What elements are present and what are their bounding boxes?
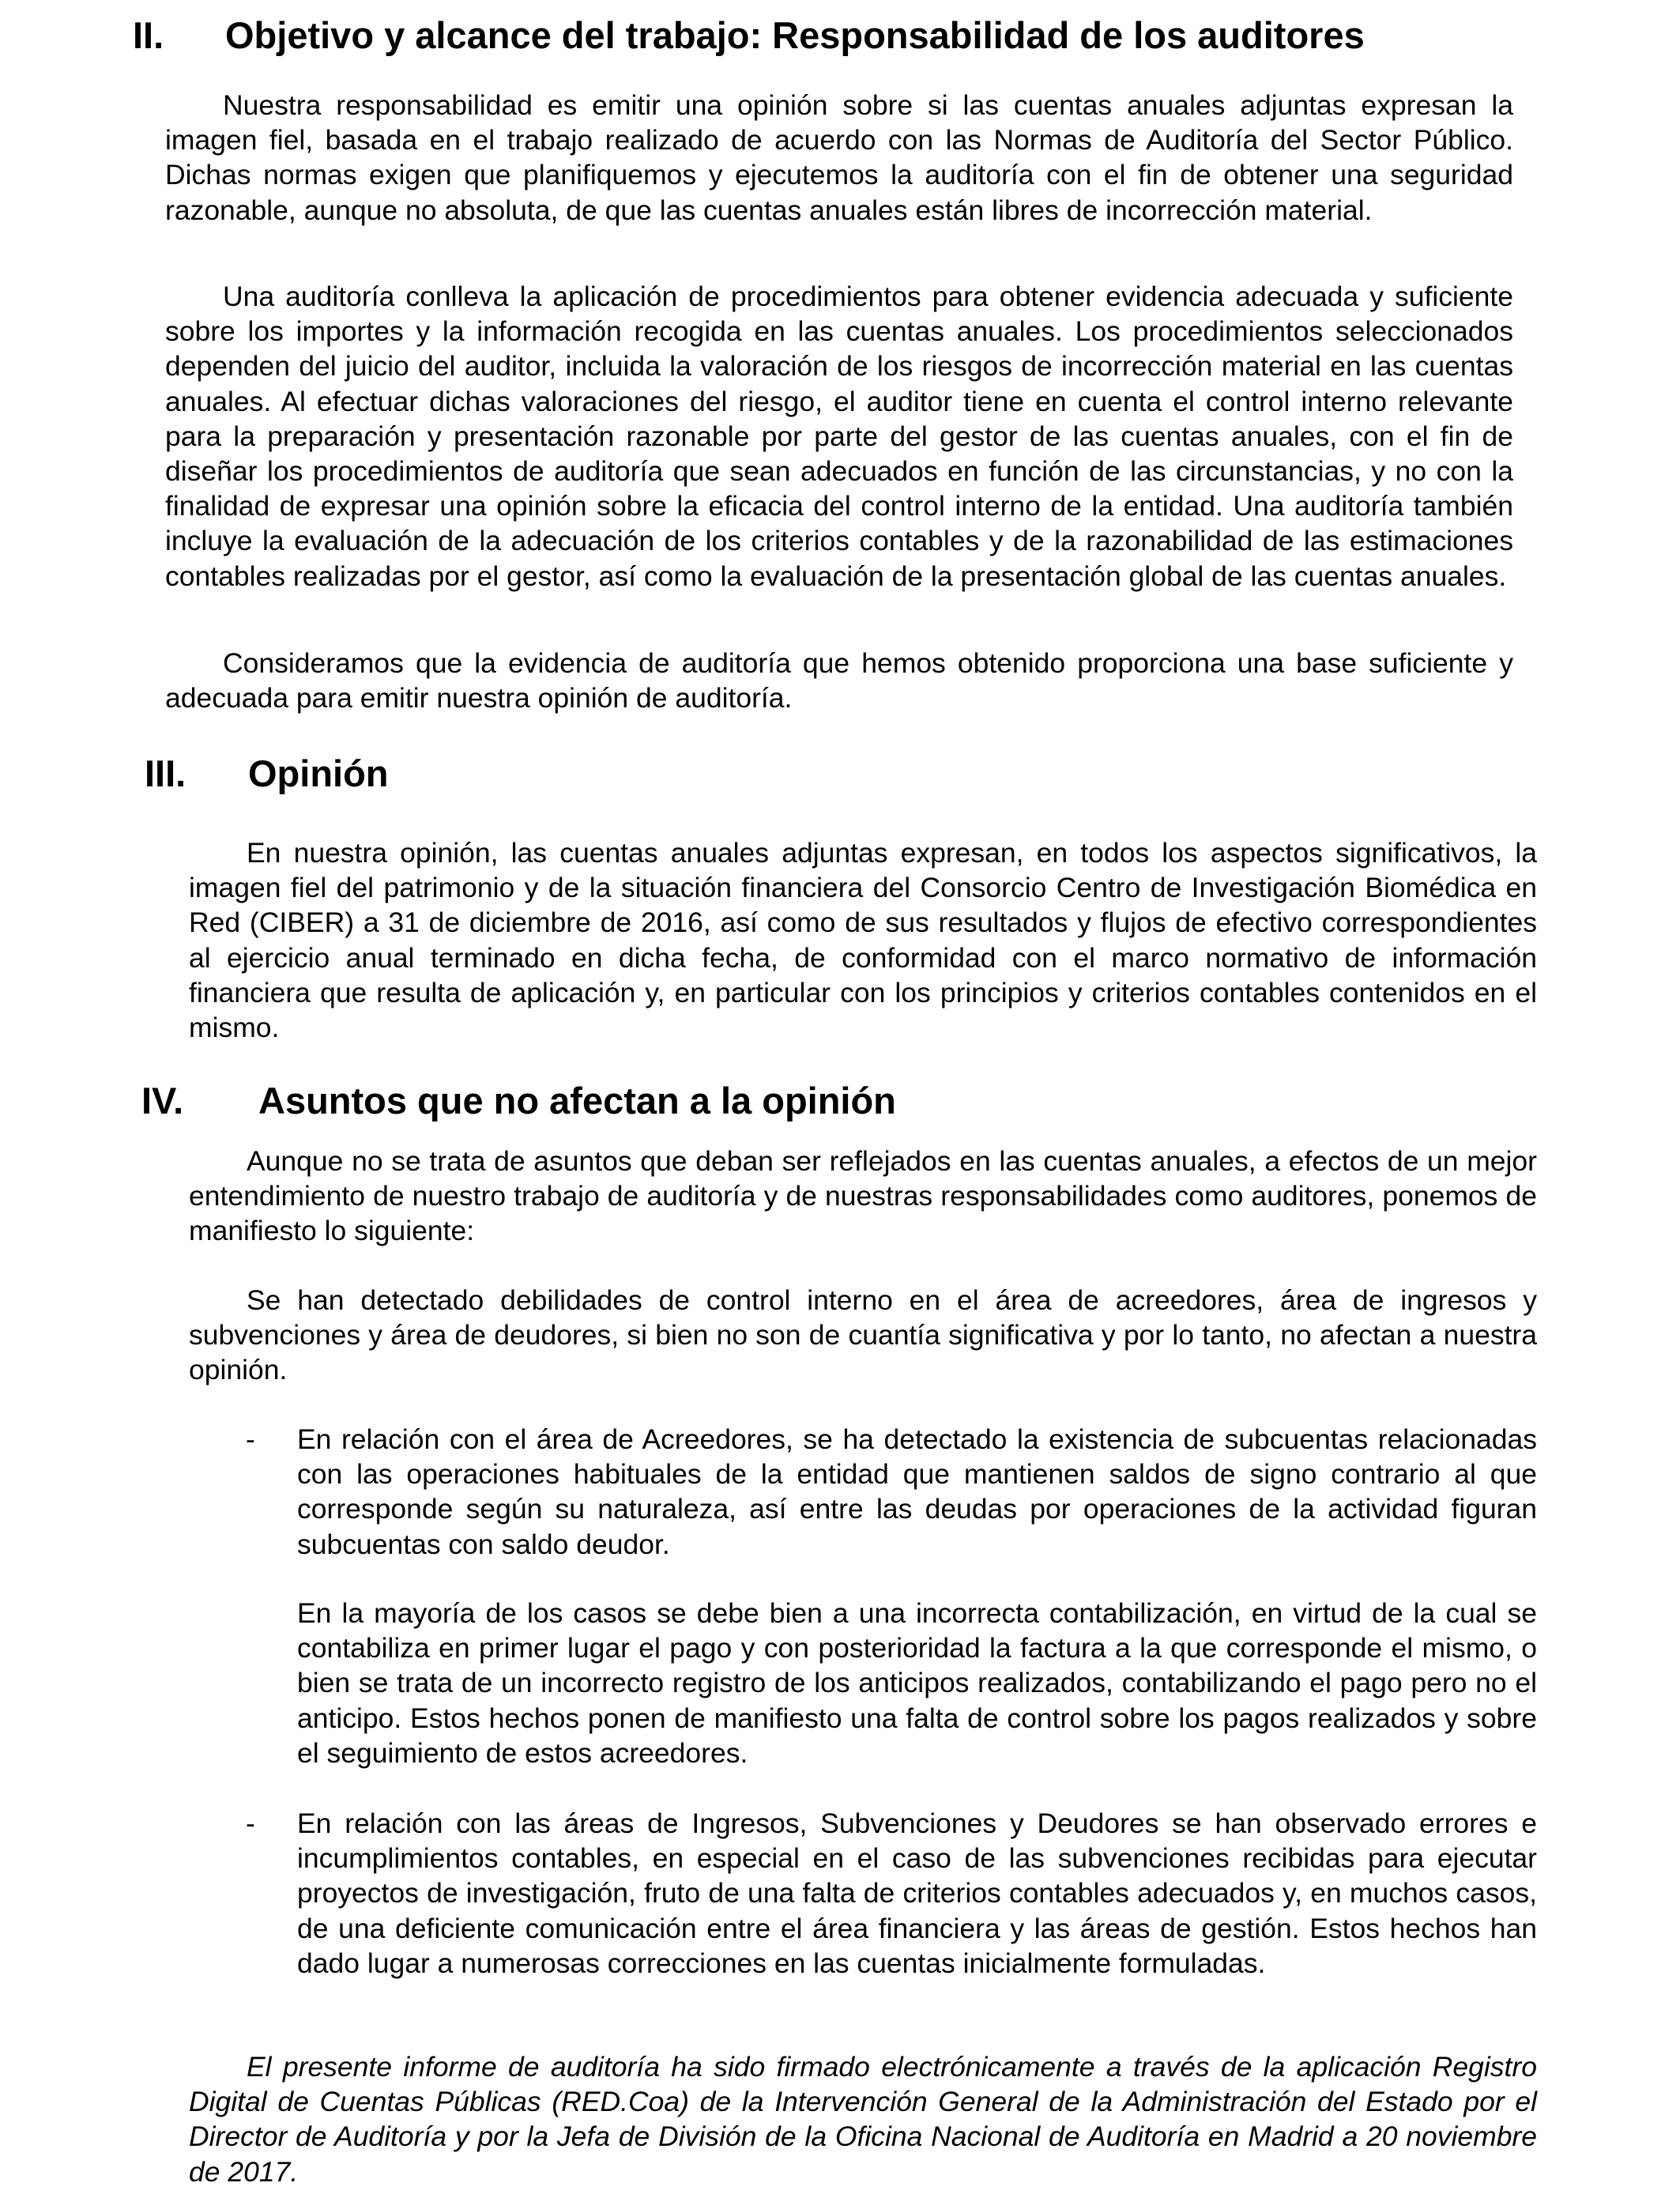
section-ii-paragraph: Nuestra responsabilidad es emitir una opinión sobre si las cuentas anuales adjuntas expresan la imagen fiel, basada en el trabajo realizado de acuerdo con las Normas de Auditoría del Sector Público. Dichas normas exigen que planifiquemos y ejecutemos la auditoría con el fin de obtener una seguridad razonable, aunque no absoluta, de que las cuentas anuales están libres de incorrección material.	[165, 89, 1513, 226]
section-iii-paragraph: En nuestra opinión, las cuentas anuales adjuntas expresan, en todos los aspectos significativos, la imagen fiel del patrimonio y de la situación financiera del Consorcio Centro de Investigación Biomédica en Red (CIBER) a 31 de diciembre de 2016, así como de sus resultados y flujos de efectivo correspondientes al ejercicio anual terminado en dicha fecha, de conformidad con el marco normativo de información financiera que resulta de aplicación y, en particular con los principios y criterios contables contenidos en el mismo.	[189, 837, 1537, 1044]
section-title: Opinión	[248, 752, 389, 794]
bullet-marker: -	[246, 1423, 255, 1455]
section-ii-paragraph: Consideramos que la evidencia de auditoría que hemos obtenido proporciona una base suficiente y adecuada para emitir nuestra opinión de auditoría.	[165, 647, 1513, 714]
section-title: Objetivo y alcance del trabajo: Responsabilidad de los auditores	[225, 14, 1365, 56]
bullet-paragraph: En la mayoría de los casos se debe bien a una incorrecta contabilización, en virtud de la cual se contabiliza en primer lugar el pago y con posterioridad la factura a la que corresponde el mismo, o bien se trata de un incorrecto registro de los anticipos realizados, contabilizando el pago pero no el anticipo. Estos hechos ponen de manifiesto una falta de control sobre los pagos realizados y sobre el seguimiento de estos acreedores.	[297, 1597, 1537, 1769]
section-iv-paragraph: Aunque no se trata de asuntos que deban ser reflejados en las cuentas anuales, a efectos de un mejor entendimiento de nuestro trabajo de auditoría y de nuestras responsabilidades como auditores, ponemos de manifiesto lo siguiente:	[189, 1145, 1537, 1247]
section-iv-paragraph: Se han detectado debilidades de control interno en el área de acreedores, área de ingresos y subvenciones y área de deudores, si bien no son de cuantía significativa y por lo tanto, no afectan a nuestra opinión.	[189, 1284, 1537, 1386]
bullet-marker: -	[246, 1808, 255, 1839]
section-number: II.	[133, 14, 164, 56]
section-number: III.	[145, 752, 186, 794]
section-number: IV.	[141, 1080, 184, 1122]
section-ii-paragraph: Una auditoría conlleva la aplicación de procedimientos para obtener evidencia adecuada y suficiente sobre los importes y la información recogida en las cuentas anuales. Los procedimientos seleccionados dependen del juicio del auditor, incluida la valoración de los riesgos de incorrección material en las cuentas anuales. Al efectuar dichas valoraciones del riesgo, el auditor tiene en cuenta el control interno relevante para la preparación y presentación razonable por parte del gestor de las cuentas anuales, con el fin de diseñar los procedimientos de auditoría que sean adecuados en función de las circunstancias, y no con la finalidad de expresar una opinión sobre la eficacia del control interno de la entidad. Una auditoría también incluye la evaluación de la adecuación de los criterios contables y de la razonabilidad de las estimaciones contables realizadas por el gestor, así como la evaluación de la presentación global de las cuentas anuales.	[165, 281, 1513, 592]
signature-note: El presente informe de auditoría ha sido firmado electrónicamente a través de la aplicación Registro Digital de Cuentas Públicas (RED.Coa) de la Intervención General de la Administración del Estado por el Director de Auditoría y por la Jefa de División de la Oficina Nacional de Auditoría en Madrid a 20 noviembre de 2017.	[189, 2051, 1537, 2188]
bullet-paragraph: En relación con las áreas de Ingresos, Subvenciones y Deudores se han observado errores e incumplimientos contables, en especial en el caso de las subvenciones recibidas para ejecutar proyectos de investigación, fruto de una falta de criterios contables adecuados y, en muchos casos, de una deficiente comunicación entre el área financiera y las áreas de gestión. Estos hechos han dado lugar a numerosas correcciones en las cuentas inicialmente formuladas.	[297, 1808, 1537, 1979]
section-title: Asuntos que no afectan a la opinión	[258, 1080, 896, 1122]
bullet-paragraph: En relación con el área de Acreedores, se ha detectado la existencia de subcuentas relacionadas con las operaciones habituales de la entidad que mantienen saldos de signo contrario al que corresponde según su naturaleza, así entre las deudas por operaciones de la actividad figuran subcuentas con saldo deudor.	[297, 1423, 1537, 1560]
